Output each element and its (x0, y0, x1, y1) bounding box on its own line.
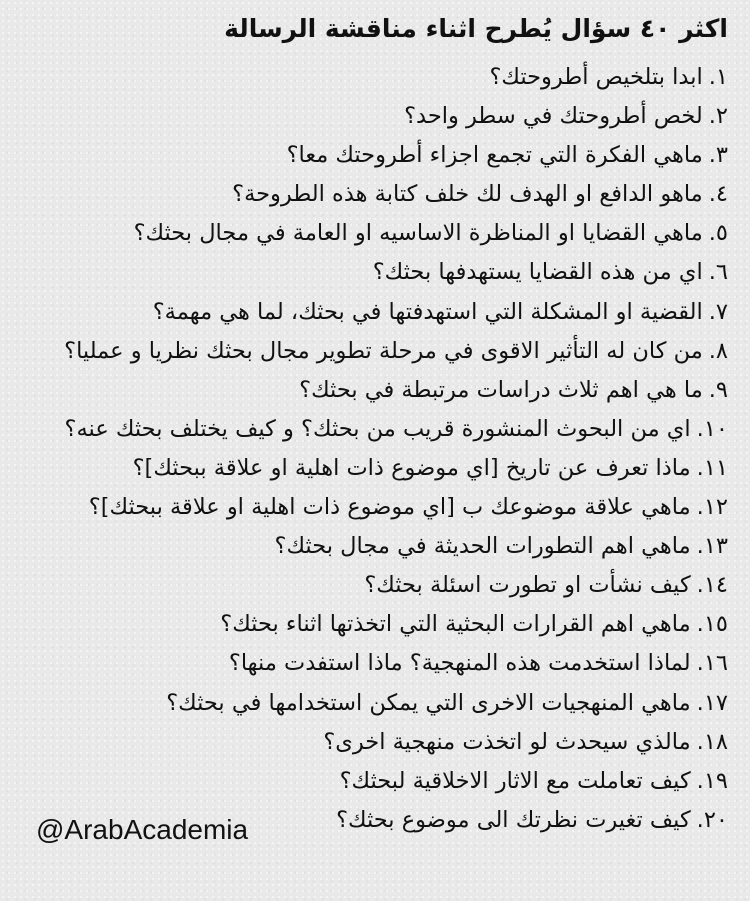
list-item (13, 723, 728, 762)
question-text: ماذا تعرف عن تاريخ [اي موضوع ذات اهلية او علاقة ببحثك]؟ (132, 454, 691, 481)
list-item (13, 253, 728, 292)
list-item (13, 684, 728, 723)
question-text: كيف تغيرت نظرتك الى موضوع بحثك؟ (336, 806, 691, 833)
question-number: ١. (708, 64, 728, 90)
question-text: ابدا بتلخيص أطروحتك؟ (489, 64, 703, 90)
question-number: ٩. (708, 376, 728, 403)
question-text: كيف نشأت او تطورت اسئلة بحثك؟ (364, 572, 691, 599)
list-item (13, 488, 728, 527)
question-number: ١٤. (696, 572, 728, 599)
question-number: ١٧. (696, 689, 728, 716)
list-item (13, 449, 728, 488)
question-text: لماذا استخدمت هذه المنهجية؟ ماذا استفدت منها؟ (228, 650, 691, 677)
question-text: ماهي علاقة موضوعك ب [اي موضوع ذات اهلية او علاقة ببحثك]؟ (88, 494, 691, 521)
question-list (13, 58, 728, 840)
question-number: ٧. (708, 298, 728, 325)
question-text: اي من البحوث المنشورة قريب من بحثك؟ و كيف يختلف بحثك عنه؟ (64, 415, 691, 442)
question-number: ٤. (708, 181, 728, 208)
list-item (13, 175, 728, 214)
question-number: ٦. (708, 259, 728, 286)
question-text: اي من هذه القضايا يستهدفها بحثك؟ (372, 259, 703, 286)
list-item (13, 410, 728, 449)
question-number: ٣. (708, 142, 728, 169)
list-item (13, 214, 728, 253)
list-item (13, 605, 728, 644)
list-item (13, 371, 728, 410)
page-title: اكثر ٤٠ سؤال يُطرح اثناء مناقشة الرسالة (224, 14, 728, 43)
question-number: ٢. (708, 103, 728, 130)
question-text: القضية او المشكلة التي استهدفتها في بحثك، لما هي مهمة؟ (152, 298, 703, 325)
watermark-handle: @ArabAcademia (36, 814, 249, 845)
question-number: ١٨. (696, 728, 728, 755)
question-text: كيف تعاملت مع الاثار الاخلاقية لبحثك؟ (339, 767, 691, 794)
list-item (13, 762, 728, 801)
question-number: ١٢. (696, 494, 728, 521)
question-number: ٨. (708, 337, 728, 364)
question-text: من كان له التأثير الاقوى في مرحلة تطوير مجال بحثك نظريا و عمليا؟ (64, 337, 703, 364)
question-text: ماهي اهم التطورات الحديثة في مجال بحثك؟ (274, 533, 691, 560)
question-text: ماهو الدافع او الهدف لك خلف كتابة هذه الطروحة؟ (232, 181, 703, 208)
list-item (13, 97, 728, 136)
list-item (13, 58, 728, 97)
question-text: مالذي سيحدث لو اتخذت منهجية اخرى؟ (323, 728, 691, 755)
question-number: ١١. (696, 454, 728, 481)
question-text: ما هي اهم ثلاث دراسات مرتبطة في بحثك؟ (299, 376, 703, 403)
question-number: ٢٠. (696, 806, 728, 833)
list-item (13, 332, 728, 371)
list-item (13, 644, 728, 683)
question-text: ماهي القضايا او المناظرة الاساسيه او العامة في مجال بحثك؟ (133, 220, 703, 247)
question-number: ١٦. (696, 650, 728, 677)
list-item (13, 566, 728, 605)
question-text: لخص أطروحتك في سطر واحد؟ (404, 103, 703, 130)
question-number: ١٣. (696, 533, 728, 560)
question-text: ماهي المنهجيات الاخرى التي يمكن استخدامها في بحثك؟ (166, 689, 691, 716)
question-number: ١٠. (696, 415, 728, 442)
question-number: ١٩. (696, 767, 728, 794)
question-number: ١٥. (696, 611, 728, 638)
list-item (13, 527, 728, 566)
list-item (13, 136, 728, 175)
question-text: ماهي اهم القرارات البحثية التي اتخذتها اثناء بحثك؟ (220, 611, 691, 638)
list-item (13, 293, 728, 332)
question-text: ماهي الفكرة التي تجمع اجزاء أطروحتك معا؟ (286, 142, 703, 169)
question-number: ٥. (708, 220, 728, 247)
